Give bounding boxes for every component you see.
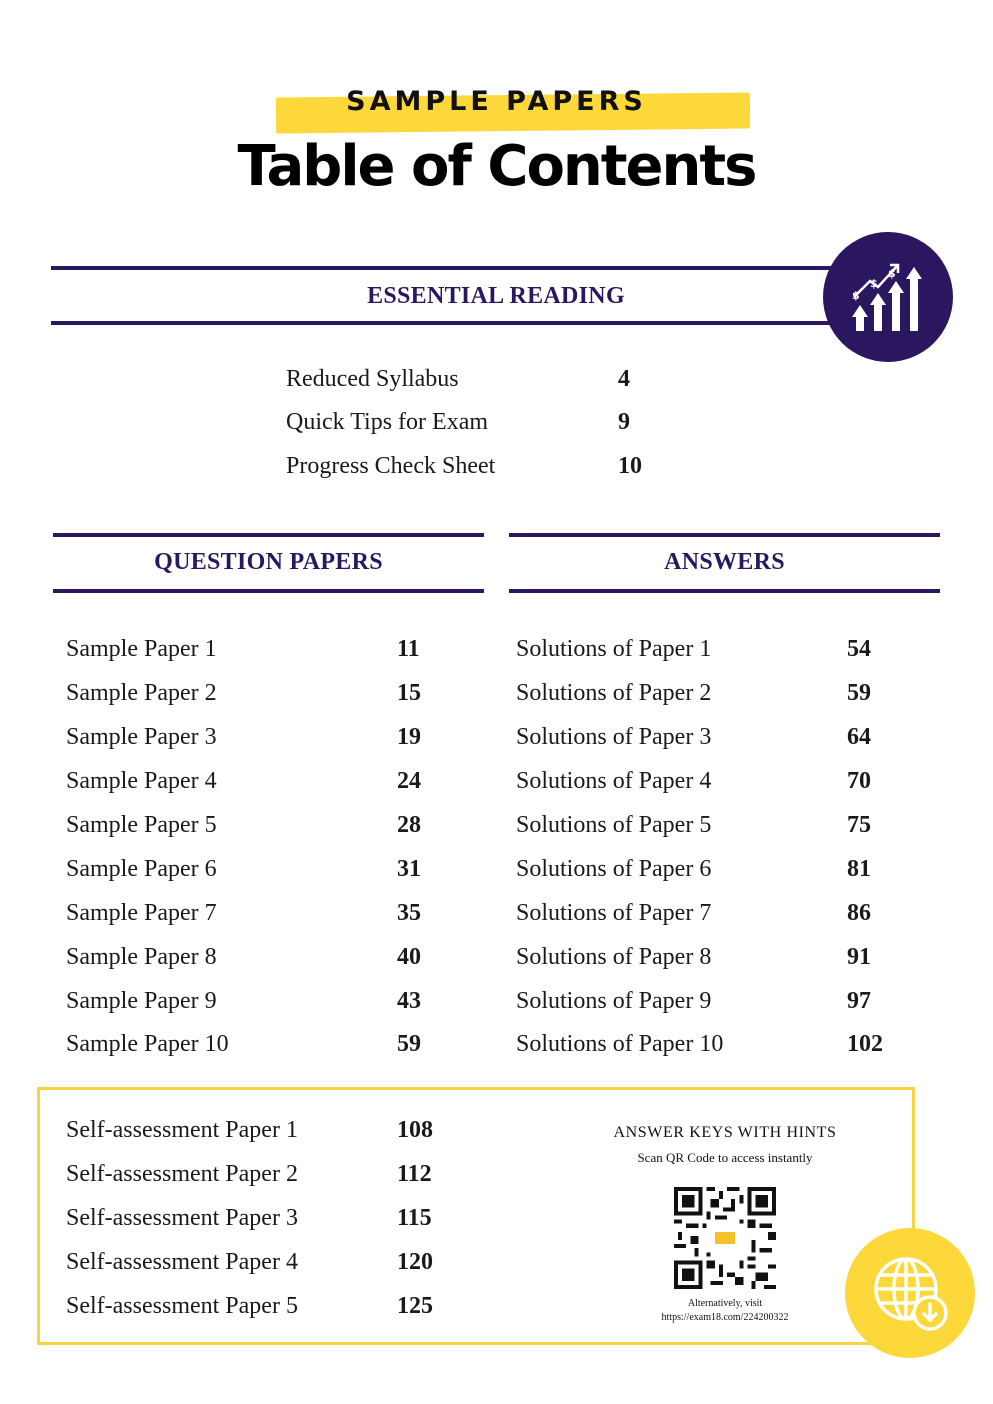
essential-bottom-rule xyxy=(51,321,841,325)
list-item-page: 11 xyxy=(397,636,420,662)
growth-chart-icon xyxy=(823,232,953,362)
list-item-page: 81 xyxy=(847,856,871,882)
list-item-label: Sample Paper 9 xyxy=(66,988,217,1014)
essential-top-rule xyxy=(51,266,841,270)
list-item-label: Self-assessment Paper 2 xyxy=(66,1161,298,1187)
list-item-label: Sample Paper 1 xyxy=(66,636,217,662)
list-item-page: 59 xyxy=(847,680,871,706)
answers-heading: ANSWERS xyxy=(664,549,785,575)
list-item-page: 43 xyxy=(397,988,421,1014)
list-item-label: Quick Tips for Exam xyxy=(286,409,489,435)
list-item-page: 91 xyxy=(847,944,871,970)
list-item-label: Reduced Syllabus xyxy=(286,366,459,392)
essential-reading-heading: ESSENTIAL READING xyxy=(367,283,625,309)
list-item-page: 108 xyxy=(397,1117,433,1143)
list-item-label: Solutions of Paper 7 xyxy=(516,900,712,926)
list-item-page: 10 xyxy=(618,453,642,479)
list-item-page: 75 xyxy=(847,812,871,838)
list-item-page: 115 xyxy=(397,1205,432,1231)
list-item-page: 125 xyxy=(397,1293,433,1319)
list-item-label: Self-assessment Paper 1 xyxy=(66,1117,298,1143)
svg-text:$: $ xyxy=(870,277,878,290)
list-item-page: 97 xyxy=(847,988,871,1014)
list-item-label: Sample Paper 10 xyxy=(66,1031,229,1057)
list-item-page: 15 xyxy=(397,680,421,706)
list-item-page: 4 xyxy=(618,366,630,392)
list-item-label: Self-assessment Paper 3 xyxy=(66,1205,298,1231)
list-item-label: Progress Check Sheet xyxy=(286,453,496,479)
alternative-text: Alternatively, visit xyxy=(687,1298,763,1309)
list-item-page: 64 xyxy=(847,724,871,750)
list-item-page: 112 xyxy=(397,1161,432,1187)
list-item-label: Solutions of Paper 8 xyxy=(516,944,712,970)
list-item-page: 24 xyxy=(397,768,421,794)
list-item-page: 102 xyxy=(847,1031,883,1057)
question-papers-top-rule xyxy=(53,533,484,537)
list-item-page: 9 xyxy=(618,409,630,435)
list-item-page: 28 xyxy=(397,812,421,838)
list-item-label: Sample Paper 7 xyxy=(66,900,217,926)
list-item-page: 70 xyxy=(847,768,871,794)
list-item-label: Sample Paper 5 xyxy=(66,812,217,838)
qr-code-icon[interactable] xyxy=(674,1187,776,1289)
svg-text:$: $ xyxy=(888,267,896,280)
list-item-label: Sample Paper 2 xyxy=(66,680,217,706)
question-papers-heading: QUESTION PAPERS xyxy=(154,549,383,575)
answer-keys-subheading: Scan QR Code to access instantly xyxy=(637,1150,813,1165)
list-item-label: Sample Paper 4 xyxy=(66,768,217,794)
list-item-label: Solutions of Paper 1 xyxy=(516,636,712,662)
list-item-page: 35 xyxy=(397,900,421,926)
list-item-label: Solutions of Paper 5 xyxy=(516,812,712,838)
list-item-label: Self-assessment Paper 5 xyxy=(66,1293,298,1319)
list-item-label: Self-assessment Paper 4 xyxy=(66,1249,298,1275)
list-item-page: 40 xyxy=(397,944,421,970)
list-item-page: 19 xyxy=(397,724,421,750)
list-item-label: Sample Paper 3 xyxy=(66,724,217,750)
list-item-label: Solutions of Paper 9 xyxy=(516,988,712,1014)
question-papers-bottom-rule xyxy=(53,589,484,593)
list-item-page: 120 xyxy=(397,1249,433,1275)
answer-keys-heading: ANSWER KEYS WITH HINTS xyxy=(613,1124,837,1141)
svg-text:$: $ xyxy=(852,289,860,302)
list-item-label: Solutions of Paper 6 xyxy=(516,856,712,882)
list-item-label: Sample Paper 8 xyxy=(66,944,217,970)
answer-keys-alternative xyxy=(580,1297,870,1325)
list-item-label: Solutions of Paper 10 xyxy=(516,1031,724,1057)
list-item-label: Solutions of Paper 3 xyxy=(516,724,712,750)
answers-top-rule xyxy=(509,533,940,537)
list-item-label: Solutions of Paper 2 xyxy=(516,680,712,706)
alternative-url-link[interactable]: https://exam18.com/224200322 xyxy=(661,1312,789,1323)
page-title: Table of Contents xyxy=(237,134,756,199)
list-item-page: 54 xyxy=(847,636,871,662)
list-item-label: Sample Paper 6 xyxy=(66,856,217,882)
list-item-page: 31 xyxy=(397,856,421,882)
answers-bottom-rule xyxy=(509,589,940,593)
globe-download-icon xyxy=(845,1228,975,1358)
page-kicker: SAMPLE PAPERS xyxy=(346,86,647,117)
list-item-page: 59 xyxy=(397,1031,421,1057)
list-item-label: Solutions of Paper 4 xyxy=(516,768,712,794)
list-item-page: 86 xyxy=(847,900,871,926)
